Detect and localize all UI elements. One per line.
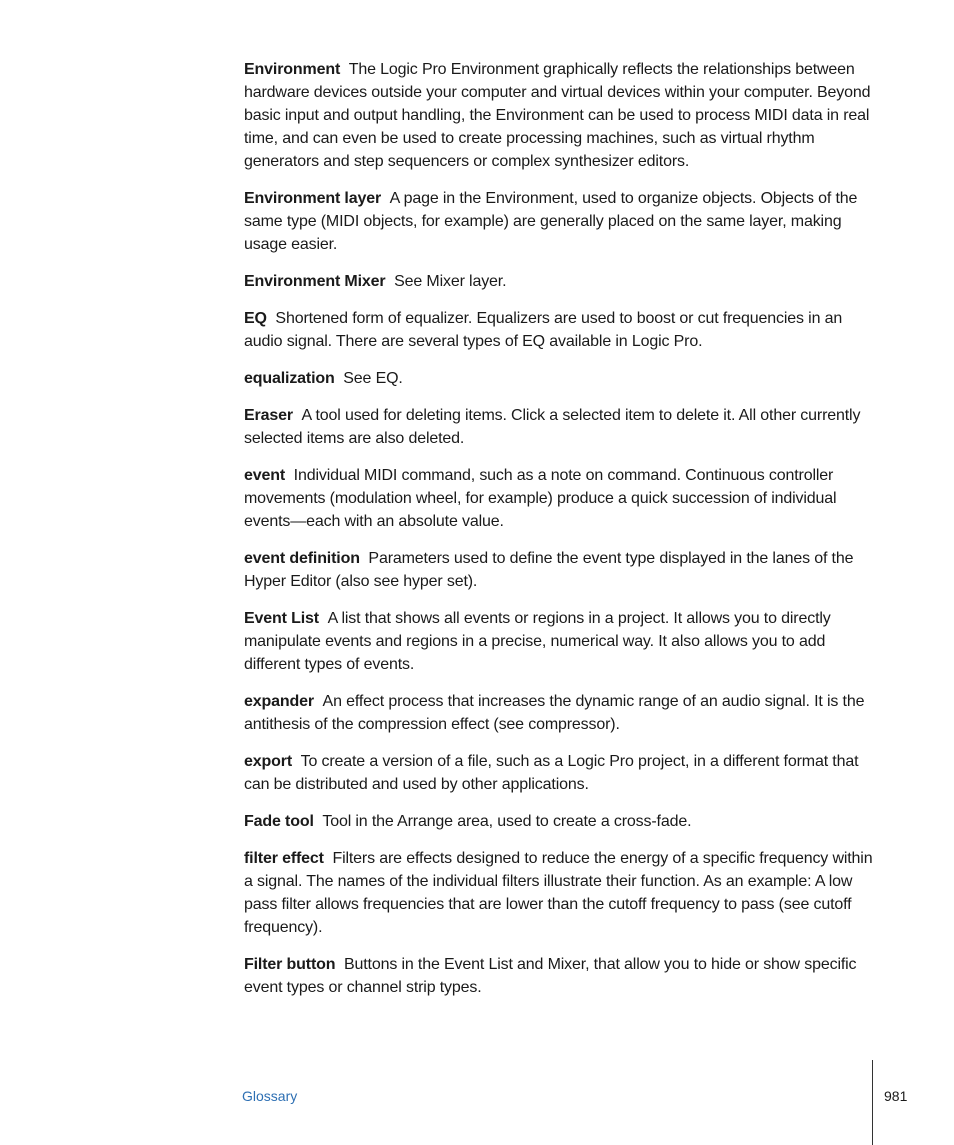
entry-term: filter effect [244,850,324,867]
entry-definition: To create a version of a file, such as a Logic Pro project, in a different format that can be distributed and used by other applications. [244,753,859,793]
glossary-entry-environment-mixer [244,270,874,293]
entry-definition: Individual MIDI command, such as a note on command. Continuous controller movements (modulation wheel, for example) produce a quick succession of individual events—each with an absolute value. [244,467,837,530]
entry-term: EQ [244,310,267,327]
entry-definition: An effect process that increases the dynamic range of an audio signal. It is the antithesis of the compression effect (see compressor). [244,693,865,733]
entry-term: Environment layer [244,190,382,207]
entry-term: Event List [244,610,319,627]
footer-divider [872,1060,873,1145]
entry-definition: Tool in the Arrange area, used to create a cross-fade. [322,813,692,830]
glossary-entry-environment-layer [244,187,874,256]
glossary-entry-expander [244,690,874,736]
entry-definition: Buttons in the Event List and Mixer, that allow you to hide or show specific event types or channel strip types. [244,956,857,996]
entry-term: expander [244,693,314,710]
footer-section-link[interactable]: Glossary [242,1088,298,1104]
entry-definition: See Mixer layer. [394,273,507,290]
entry-term: event [244,467,286,484]
entry-term: Fade tool [244,813,314,830]
entry-definition: A page in the Environment, used to organize objects. Objects of the same type (MIDI objects, for example) are generally placed on the same layer, making usage easier. [244,190,858,253]
entry-definition: See EQ. [343,370,403,387]
glossary-entry-filter-effect [244,847,874,939]
glossary-entry-event [244,464,874,533]
glossary-entry-eraser [244,404,874,450]
glossary-entry-eq [244,307,874,353]
page-number: 981 [884,1088,908,1104]
entry-term: Environment Mixer [244,273,386,290]
entry-term: export [244,753,292,770]
entry-definition: The Logic Pro Environment graphically reflects the relationships between hardware devices outside your computer and virtual devices within your computer. Beyond basic input and output handling, the Environment can be used to process MIDI data in real time, and can even be used to create processing machines, such as virtual rhythm generators and step sequencers or complex synthesizer editors. [244,61,871,170]
entry-definition: A list that shows all events or regions in a project. It allows you to directly manipulate events and regions in a precise, numerical way. It also allows you to add different types of events. [244,610,831,673]
glossary-entry-export [244,750,874,796]
glossary-entry-equalization [244,367,874,390]
glossary-content [244,58,874,1013]
entry-definition: Filters are effects designed to reduce the energy of a specific frequency within a signal. The names of the individual filters illustrate their function. As an example: A low pass filter allows frequencies that are lower than the cutoff frequency to pass (see cutoff frequency). [244,850,873,936]
entry-term: Environment [244,61,341,78]
glossary-entry-fade-tool [244,810,874,833]
entry-term: event definition [244,550,360,567]
entry-definition: A tool used for deleting items. Click a selected item to delete it. All other currently selected items are also deleted. [244,407,861,447]
glossary-entry-event-list [244,607,874,676]
entry-term: Eraser [244,407,293,424]
glossary-entry-environment [244,58,874,173]
entry-definition: Shortened form of equalizer. Equalizers are used to boost or cut frequencies in an audio signal. There are several types of EQ available in Logic Pro. [244,310,843,350]
entry-term: equalization [244,370,335,387]
glossary-entry-event-definition [244,547,874,593]
glossary-entry-filter-button [244,953,874,999]
entry-term: Filter button [244,956,336,973]
entry-definition: Parameters used to define the event type displayed in the lanes of the Hyper Editor (also see hyper set). [244,550,854,590]
